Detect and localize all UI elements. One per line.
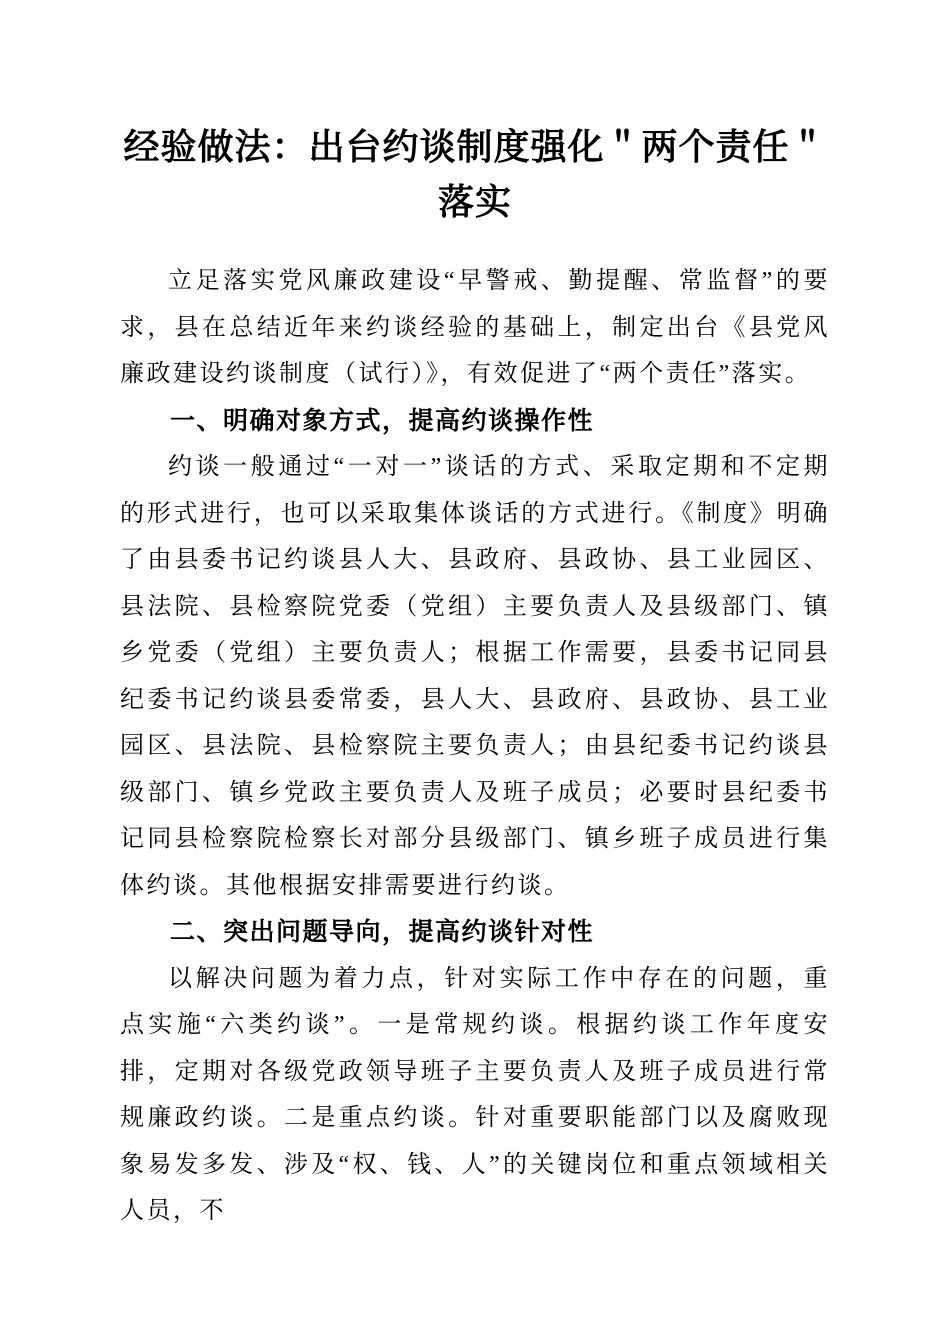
- section-heading-2: 二、突出问题导向，提高约谈针对性: [170, 918, 595, 946]
- document-title: 经验做法：出台约谈制度强化＂两个责任＂落实: [123, 127, 827, 222]
- paragraph-section-1: 约谈一般通过“一对一”谈话的方式、采取定期和不定期的形式进行，也可以采取集体谈话的方式进行。《制度》明确了由县委书记约谈县人大、县政府、县政协、县工业园区、县法院、县检察院党委（党组）主要负责人及县级部门、镇乡党委（党组）主要负责人；根据工作需要，县委书记同县纪委书记约谈县委常委，县人大、县政府、县政协、县工业园区、县法院、县检察院主要负责人；由县纪委书记约谈县级部门、镇乡党政主要负责人及班子成员；必要时县纪委书记同县检察院检察长对部分县级部门、镇乡班子成员进行集体约谈。其他根据安排需要进行约谈。: [120, 454, 830, 899]
- section-heading-1: 一、明确对象方式，提高约谈操作性: [170, 406, 595, 435]
- paragraph-section-2: 以解决问题为着力点，针对实际工作中存在的问题，重点实施“六类约谈”。一是常规约谈。根据约谈工作年度安排，定期对各级党政领导班子主要负责人及班子成员进行常规廉政约谈。二是重点约谈。针对重要职能部门以及腐败现象易发多发、涉及“权、钱、人”的关键岗位和重点领域相关人员，不: [120, 965, 830, 1224]
- paragraph-intro: 立足落实党风廉政建设“早警戒、勤提醒、常监督”的要求，县在总结近年来约谈经验的基础上，制定出台《县党风廉政建设约谈制度（试行）》，有效促进了“两个责任”落实。: [120, 268, 830, 387]
